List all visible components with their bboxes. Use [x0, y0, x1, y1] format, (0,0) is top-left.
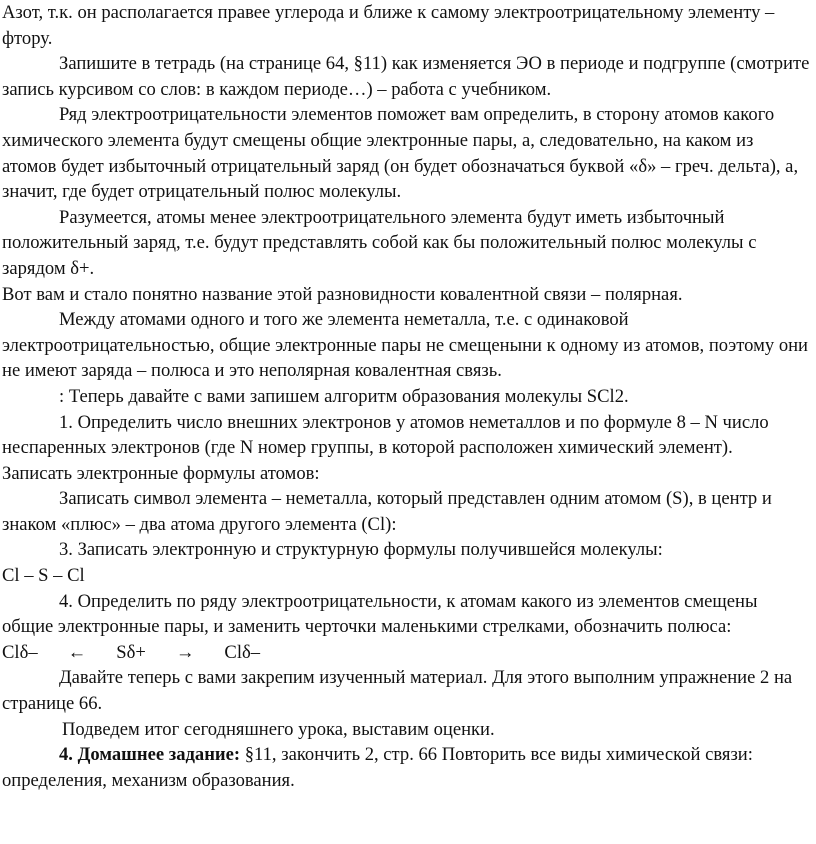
structural-formula: Cl – S – Cl	[2, 565, 85, 587]
paragraph-polar-bond: Вот вам и стало понятно название этой разновидности ковалентной связи – полярная.	[2, 283, 683, 305]
arrow-left: ←	[67, 641, 87, 663]
chlorine-right-charge: Clδ–	[224, 641, 261, 663]
paragraph-step-1: 1. Определить число внешних электронов у атомов неметаллов и по формуле 8 – N число неспаренных электронов (где N номер группы, в которой расположен химический элемент).	[2, 411, 769, 459]
polarity-formula	[2, 640, 812, 666]
paragraph-exercise: Давайте теперь с вами закрепим изученный материал. Для этого выполним упражнение 2 на странице 66.	[2, 667, 793, 715]
sulfur-charge: Sδ+	[116, 641, 146, 663]
paragraph-step-3: 3. Записать электронную и структурную формулы получившейся молекулы:	[59, 539, 663, 561]
paragraph-positive-pole: Разумеется, атомы менее электроотрицательного элемента будут иметь избыточный положительный заряд, т.е. будут представлять собой как бы положительный полюс молекулы с зарядом δ+.	[2, 206, 757, 279]
paragraph-electron-formulas: Записать электронные формулы атомов:	[2, 462, 320, 484]
homework-label: 4. Домашнее задание:	[59, 744, 241, 766]
homework-text: §11, закончить 2, стр. 66 Повторить все виды химической связи: определения, механизм образования.	[2, 744, 753, 791]
paragraph-electronegativity-series: Ряд электроотрицательности элементов поможет вам определить, в сторону атомов какого химического элемента будут смещены общие электронные пары, а, следовательно, на каком из атомов будет избыточный отрицательный заряд (он будет обозначаться буквой «δ» – греч. дельта), а, значит, где будет отрицательный полюс молекулы.	[2, 104, 799, 203]
chlorine-left-charge: Clδ–	[2, 641, 38, 663]
paragraph-step-4: 4. Определить по ряду электроотрицательности, к атомам какого из элементов смещены общие электронные пары, и заменить черточки маленькими стрелками, обозначить полюса:	[2, 590, 758, 638]
paragraph-step-2: Записать символ элемента – неметалла, который представлен одним атомом (S), в центр и знаком «плюс» – два атома другого элемента (Cl):	[2, 488, 772, 535]
paragraph-nonpolar-bond: Между атомами одного и того же элемента неметалла, т.е. с одинаковой электроотрицательностью, общие электронные пары не смещеныни к одному из атомов, поэтому они не имеют заряда – полюса и это неполярная ковалентная связь.	[2, 309, 809, 382]
paragraph-nitrogen: Азот, т.к. он располагается правее углерода и ближе к самому электроотрицательному элементу – фтору.	[2, 2, 775, 49]
paragraph-algorithm-intro: : Теперь давайте с вами запишем алгоритм образования молекулы SCl2.	[59, 385, 629, 407]
paragraph-notebook-task: Запишите в тетрадь (на странице 64, §11) как изменяется ЭО в периоде и подгруппе (смотрите запись курсивом со слов: в каждом периоде…) – работа с учебником.	[2, 53, 810, 100]
arrow-right: →	[175, 641, 195, 663]
paragraph-summary: Подведем итог сегодняшнего урока, выставим оценки.	[62, 718, 495, 740]
paragraph-homework	[2, 742, 812, 793]
